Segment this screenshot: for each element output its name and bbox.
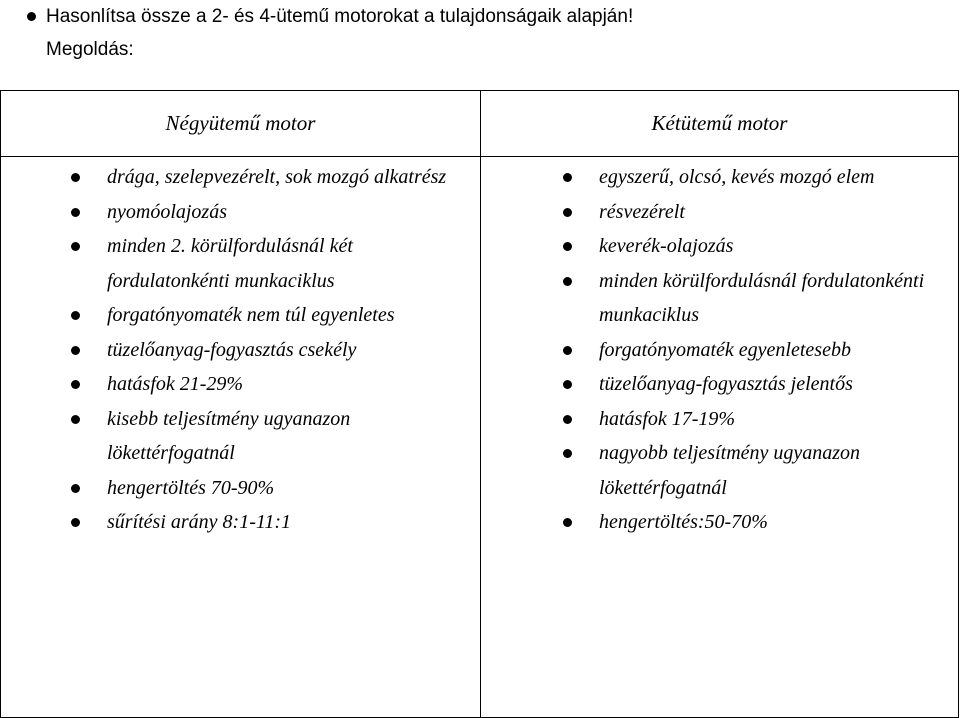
list-item: hatásfok 17-19% (563, 402, 943, 437)
list-item: hengertöltés:50-70% (563, 505, 943, 540)
list-item: keverék-olajozás (563, 229, 943, 264)
list-item: tüzelőanyag-fogyasztás csekély (71, 333, 451, 368)
list-item: drága, szelepvezérelt, sok mozgó alkatrész (71, 160, 451, 195)
list-item: résvezérelt (563, 195, 943, 230)
header-two-stroke (480, 90, 959, 157)
list-item: hengertöltés 70-90% (71, 471, 451, 506)
list-item: sűrítési arány 8:1-11:1 (71, 505, 451, 540)
list-item: nagyobb teljesítmény ugyanazon lökettérfogatnál (563, 436, 943, 505)
list-item: egyszerű, olcsó, kevés mozgó elem (563, 160, 943, 195)
header-four-stroke-label: Négyütemű motor (165, 111, 316, 135)
list-item: minden körülfordulásnál fordulatonkénti munkaciklus (563, 264, 943, 333)
list-item: nyomóolajozás (71, 195, 451, 230)
body-two-stroke (480, 156, 959, 718)
header-two-stroke-label: Kétütemű motor (651, 111, 788, 135)
two-stroke-list (563, 160, 943, 540)
task-bullet (46, 0, 946, 66)
list-item: hatásfok 21-29% (71, 367, 451, 402)
list-item: forgatónyomaték nem túl egyenletes (71, 298, 451, 333)
body-four-stroke (0, 156, 481, 718)
task-question: Hasonlítsa össze a 2- és 4-ütemű motorokat a tulajdonságaik alapján! (46, 6, 634, 27)
header-four-stroke (0, 90, 481, 157)
list-item: minden 2. körülfordulásnál két fordulatonkénti munkaciklus (71, 229, 451, 298)
list-item: forgatónyomaték egyenletesebb (563, 333, 943, 368)
four-stroke-list (71, 160, 451, 540)
solution-label: Megoldás: (46, 39, 134, 60)
bullet-icon (27, 12, 36, 21)
list-item: kisebb teljesítmény ugyanazon lökettérfogatnál (71, 402, 451, 471)
list-item: tüzelőanyag-fogyasztás jelentős (563, 367, 943, 402)
